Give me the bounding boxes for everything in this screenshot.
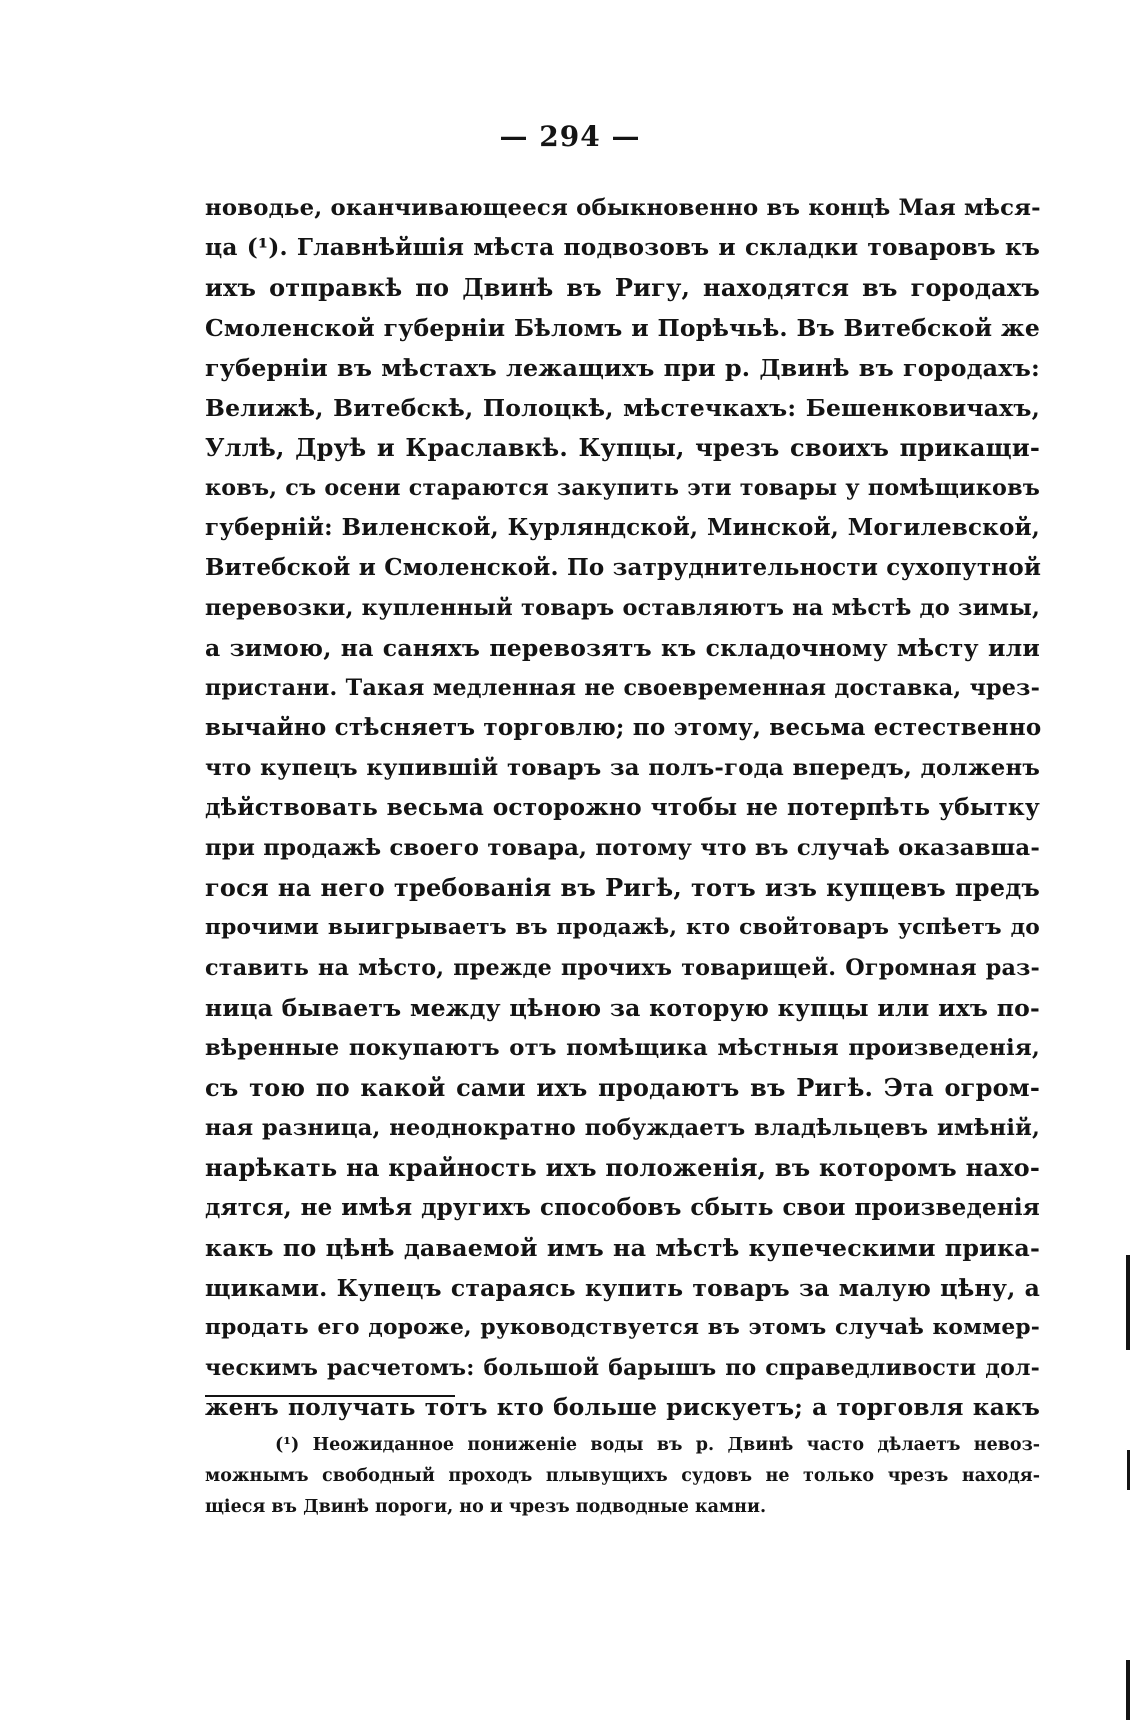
body-line: прочими выигрываетъ въ продажѣ, кто свойтоваръ успѣетъ до bbox=[205, 915, 1040, 940]
body-line: губерніи въ мѣстахъ лежащихъ при р. Двинѣ въ городахъ: bbox=[205, 354, 1040, 382]
body-line: ставить на мѣсто, прежде прочихъ товарищей. Огромная раз- bbox=[205, 955, 1040, 981]
body-line: при продажѣ своего товара, потому что въ случаѣ оказавша- bbox=[205, 835, 1040, 861]
body-line: дѣйствовать весьма осторожно чтобы не потерпѣть убытку bbox=[205, 794, 1040, 821]
footnote-line: можнымъ свободный проходъ плывущихъ судовъ не только чрезъ находя- bbox=[205, 1466, 1040, 1486]
scan-edge-mark bbox=[1126, 1255, 1130, 1350]
body-line: нарѣкать на крайность ихъ положенія, въ которомъ нахо- bbox=[205, 1153, 1040, 1182]
body-line: Витебской и Смоленской. По затруднительности сухопутной bbox=[205, 554, 1042, 581]
body-line: ная разница, неоднократно побуждаетъ владѣльцевъ имѣній, bbox=[205, 1115, 1040, 1141]
body-line: вѣренные покупаютъ отъ помѣщика мѣстныя произведенія, bbox=[205, 1035, 1040, 1061]
body-line: Велижѣ, Витебскѣ, Полоцкѣ, мѣстечкахъ: Бешенковичахъ, bbox=[205, 394, 1040, 422]
body-line: перевозки, купленный товаръ оставляютъ на мѣстѣ до зимы, bbox=[205, 595, 1040, 621]
body-line: гося на него требованія въ Ригѣ, тотъ изъ купцевъ предъ bbox=[205, 873, 1040, 902]
body-text bbox=[205, 188, 1040, 1428]
body-line: Уллѣ, Друѣ и Краславкѣ. Купцы, чрезъ своихъ прикащи- bbox=[205, 433, 1040, 462]
body-line: а зимою, на саняхъ перевозятъ къ складочному мѣсту или bbox=[205, 634, 1040, 662]
body-line: продать его дороже, руководствуется въ этомъ случаѣ коммер- bbox=[205, 1315, 1040, 1340]
footnote-divider bbox=[205, 1395, 455, 1397]
body-line: ихъ отправкѣ по Двинѣ въ Ригу, находятся въ городахъ bbox=[205, 273, 1040, 302]
body-line: щиками. Купецъ стараясь купить товаръ за малую цѣну, а bbox=[205, 1274, 1040, 1302]
footnote-line: (¹) Неожиданное пониженіе воды въ р. Двинѣ часто дѣлаетъ невоз- bbox=[275, 1435, 1040, 1455]
body-line: пристани. Такая медленная не своевременная доставка, чрез- bbox=[205, 675, 1040, 701]
body-line: ца (¹). Главнѣйшія мѣста подвозовъ и складки товаровъ къ bbox=[205, 234, 1040, 261]
scan-edge-mark bbox=[1126, 1660, 1130, 1720]
body-line: женъ получать тотъ кто больше рискуетъ; а торговля какъ bbox=[205, 1394, 1040, 1421]
body-line: что купецъ купившій товаръ за полъ-года впередъ, долженъ bbox=[205, 755, 1040, 781]
body-line: ческимъ расчетомъ: большой барышъ по справедливости дол- bbox=[205, 1355, 1040, 1381]
body-line: Смоленской губерніи Бѣломъ и Порѣчьѣ. Въ Витебской же bbox=[205, 314, 1040, 342]
body-line: ница бываетъ между цѣною за которую купцы или ихъ по- bbox=[205, 994, 1040, 1022]
page-number: — 294 — bbox=[499, 120, 641, 153]
body-line: ковъ, съ осени стараются закупить эти товары у помѣщиковъ bbox=[205, 475, 1040, 501]
body-line: дятся, не имѣя другихъ способовъ сбыть свои произведенія bbox=[205, 1194, 1040, 1221]
body-line: съ тою по какой сами ихъ продаютъ въ Ригѣ. Эта огром- bbox=[205, 1073, 1040, 1102]
body-line: губерній: Виленской, Курляндской, Минской, Могилевской, bbox=[205, 514, 1040, 541]
body-line: вычайно стѣсняетъ торговлю; по этому, весьма естественно bbox=[205, 714, 1042, 741]
scan-edge-mark bbox=[1127, 1450, 1130, 1490]
body-line: какъ по цѣнѣ даваемой имъ на мѣстѣ купеческими прика- bbox=[205, 1234, 1040, 1262]
footnote bbox=[205, 1430, 1040, 1523]
footnote-line: щіеся въ Двинѣ пороги, но и чрезъ подводные камни. bbox=[205, 1497, 767, 1517]
body-line: новодье, оканчивающееся обыкновенно въ концѣ Мая мѣся- bbox=[205, 195, 1041, 221]
